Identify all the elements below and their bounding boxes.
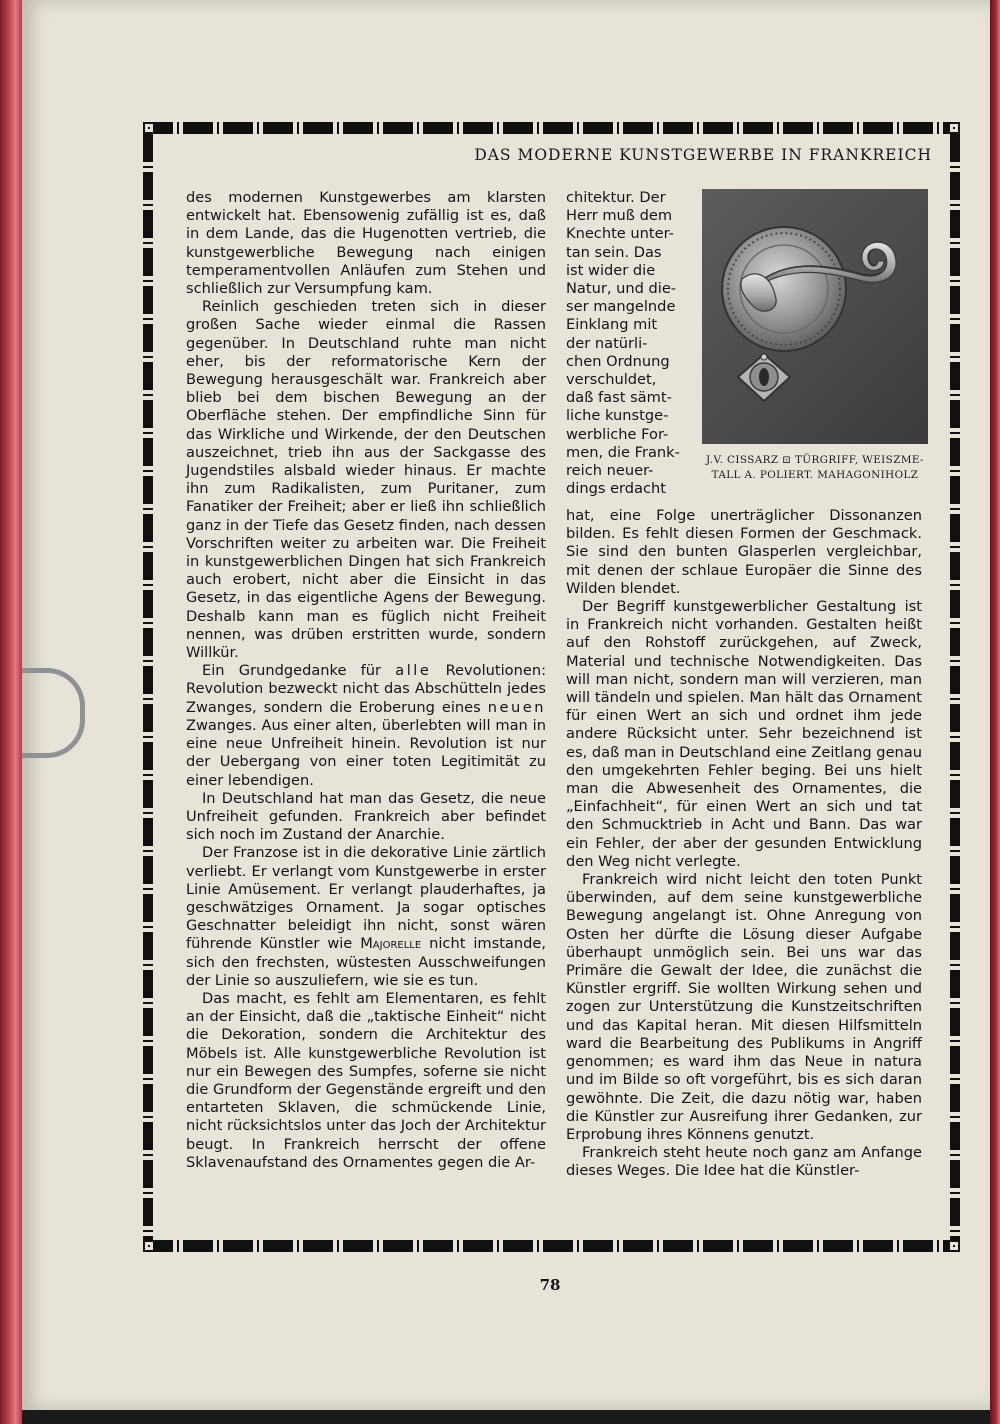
spaced-emphasis: alle — [395, 662, 432, 680]
paragraph: hat, eine Folge unerträglicher Dissonanzen bilden. Es fehlt diesen Formen der Geschmack. Sie sind den bunten Glasperlen vergleichbar, mit denen der schlaue Europäer die Sinne des Wilden blendet. — [566, 507, 922, 597]
narrow-line: Herr muß dem — [566, 207, 673, 225]
figure-caption — [702, 453, 928, 483]
text-run: Ein Grundgedanke für — [202, 662, 382, 680]
narrow-line: ser mangelnde — [566, 298, 676, 316]
artist-name: Majorelle — [360, 935, 422, 953]
narrow-line: chen Ordnung — [566, 352, 670, 370]
border-corner — [143, 122, 155, 134]
paragraph — [186, 844, 546, 990]
border-right — [950, 134, 960, 1240]
border-left — [143, 134, 153, 1240]
paragraph: des modernen Kunstgewerbes am klarsten entwickelt hat. Ebensowenig zufällig ist es, daß in dem Lande, das die Hugenotten vertrieb, die kunstgewerbliche Bewegung nach einigen temperamentvollen Anläufen zum Stehen und schließlich zur Versumpfung kam. — [186, 189, 546, 298]
border-bottom — [143, 1240, 960, 1252]
door-handle-photo — [702, 189, 928, 444]
figure — [702, 189, 928, 483]
border-corner — [948, 122, 960, 134]
narrow-line: men, die Frank- — [566, 443, 680, 461]
paper-clip — [22, 668, 85, 758]
text-run: Revolutionen: Revolution bezweckt nicht das Abschütteln jedes Zwanges, sondern die Eroberung eines — [186, 662, 546, 716]
door-handle-illustration — [702, 189, 928, 444]
left-column — [186, 189, 546, 1172]
narrow-line: daß fast sämt- — [566, 389, 672, 407]
text-run: Zwanges. Aus einer alten, überlebten will man in eine neue Unfreiheit hinein. Revolution ist nur der Uebergang von einer toten Legitimität zu einer lebendigen. — [186, 716, 546, 789]
border-top — [143, 122, 960, 134]
paragraph: Frankreich steht heute noch ganz am Anfange dieses Weges. Die Idee hat die Künstler- — [566, 1144, 922, 1180]
narrow-column — [566, 189, 684, 498]
narrow-line: werbliche For- — [566, 425, 669, 443]
narrow-line: Natur, und die- — [566, 280, 677, 298]
book-edge-right — [990, 0, 1000, 1424]
narrow-line: ist wider die — [566, 261, 656, 279]
narrow-line: dings erdacht — [566, 480, 666, 498]
caption-line: TALL A. POLIERT. MAHAGONIHOLZ — [711, 469, 919, 481]
narrow-line: tan sein. Das — [566, 243, 662, 261]
narrow-line: chitektur. Der — [566, 189, 666, 206]
text-run: Der Franzose ist in die dekorative Linie zärtlich verliebt. Er verlangt vom Kunstgewerbe in erster Linie Amüsement. Er verlangt plauderhaftes, ja geschwätziges Ornament. Ja sogar optisches Geschnatter beleidigt ihn nicht, sonst wären führende Künstler wie — [186, 844, 546, 953]
paragraph: Der Begriff kunstgewerblicher Gestaltung ist in Frankreich nicht vorhanden. Gestalten heißt auf den Rohstoff zurückgehen, auf Zweck, Material und technische Notwendigkeiten. Das will man nicht, sondern man will verzieren, man will tändeln und spielen. Man hält das Ornament für einen Wert an sich und ordnet ihm jede andere Rücksicht unter. Sehr bezeichnend ist es, daß man in Deutschland eine Zeitlang genau den umgekehrten Fehler beging. Bei uns hielt man die Abwesenheit des Ornamentes, die „Einfachheit“, für einen Wert an sich und tat den Schmucktrieb in Acht und Bann. Das war ein Fehler, der aber der gesunden Entwicklung den Weg nicht verlegte. — [566, 598, 922, 870]
narrow-line: verschuldet, — [566, 371, 657, 389]
narrow-line: liche kunstge- — [566, 407, 669, 425]
narrow-line: reich neuer- — [566, 462, 654, 480]
paragraph: In Deutschland hat man das Gesetz, die neue Unfreiheit gefunden. Frankreich aber befindet sich noch im Zustand der Anarchie. — [186, 789, 546, 844]
narrow-line: Einklang mit — [566, 316, 658, 334]
border-corner — [948, 1240, 960, 1252]
caption-line: J.V. CISSARZ ⊡ TÜRGRIFF, WEISZME- — [706, 454, 924, 466]
paragraph: Frankreich wird nicht leicht den toten Punkt überwinden, auf dem seine kunstgewerbliche Bewegung angelangt ist. Ohne Anregung von Osten her dürfte die Lösung dieser Aufgabe überhaupt unmöglich sein. Bei uns war das Primäre die Gewalt der Idee, die zunächst die Künstler ergriff. Sie wollten Wirkung sehen und zogen zur Unterstützung die Kunstzeitschriften und das Kapital heran. Mit diesen Hilfsmitteln ward die Bearbeitung des Publikums in Angriff genommen; es ward ihm das Neue in natura und im Bilde so oft vorgeführt, bis es sich daran gewöhnte. Die Zeit, die dazu nötig war, haben die Künstler zur Ausreifung ihrer Gedanken, zur Erprobung ihres Könnens genutzt. — [566, 871, 922, 1143]
paragraph: Reinlich geschieden treten sich in dieser großen Sache wieder einmal die Rassen gegenüber. In Deutschland ruhte man nicht eher, bis der reformatorische Kern der Bewegung herausgeschält war. Frankreich aber blieb bei dem bischen Bewegung an der Oberfläche stehen. Der empfindliche Sinn für das Wirkliche und Wirkende, der den Deutschen auszeichnet, trieb ihn aus der Sackgasse des Jugendstiles alsbald wieder hinaus. Er machte ihn zum Radikalisten, zum Puritaner, zum Fanatiker der Freiheit; aber er ließ ihn schließlich ganz in der Tiefe das Gesetz finden, nach dessen Vorschriften weiter zu arbeiten war. Die Freiheit in kunstgewerblichen Dingen hat sich Frankreich auch erobert, nicht aber die Einsicht in das Gesetz, in das eigentliche Agens der Bewegung. Deshalb kann man es füglich nicht Freiheit nennen, was drüben erstritten wurde, sondern Willkür. — [186, 298, 546, 662]
spaced-emphasis: neuen — [487, 698, 546, 716]
narrow-line: Knechte unter- — [566, 225, 674, 243]
right-column — [566, 507, 922, 1181]
text-run: nicht imstande, sich den frechsten, wüstesten Ausschweifungen der Linie so auszuliefern, wie sie es tun. — [186, 935, 547, 989]
book-edge-left — [0, 0, 22, 1424]
paragraph — [186, 662, 546, 789]
border-corner — [143, 1240, 155, 1252]
paragraph: Das macht, es fehlt am Elementaren, es fehlt an der Einsicht, daß die „taktische Einheit“ nicht die Dekoration, sondern die Architektur des Möbels ist. Alle kunstgewerbliche Revolution ist nur ein Bewegen des Sumpfes, soferne sie nicht die Grundform der Gegenstände ergreift und den entarteten Sklaven, die schmückende Linie, nicht rücksichtslos unter das Joch der Architektur beugt. In Frankreich herrscht der offene Sklavenaufstand des Ornamentes gegen die Ar- — [186, 989, 546, 1171]
page-number: 78 — [539, 1276, 561, 1294]
running-head: DAS MODERNE KUNSTGEWERBE IN FRANKREICH — [474, 146, 932, 164]
narrow-line: der natürli- — [566, 334, 648, 352]
